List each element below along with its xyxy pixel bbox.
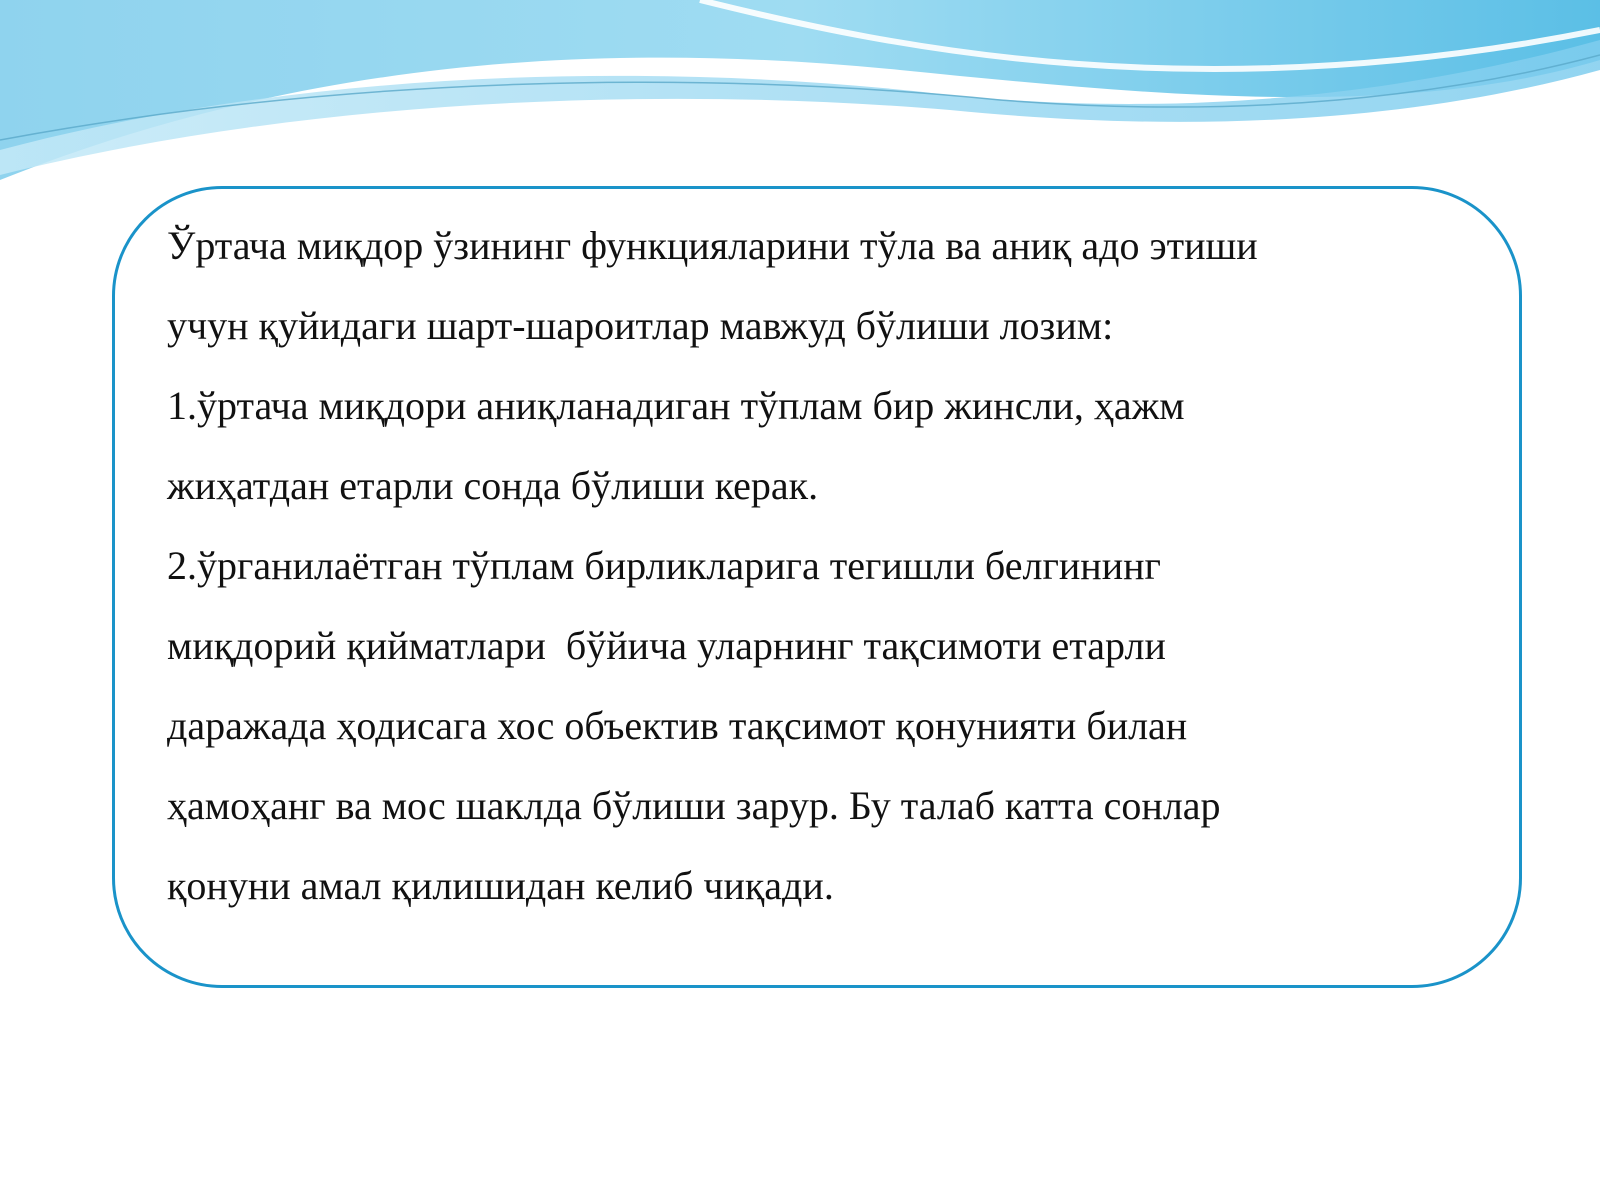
text-line: миқдорий қийматлари бўйича уларнинг тақсимоти етарли bbox=[167, 623, 1166, 668]
text-line: Ўртача миқдор ўзининг функцияларини тўла ва аниқ адо этиши bbox=[167, 223, 1258, 268]
content-text bbox=[167, 206, 1467, 926]
text-line: қонуни амал қилишидан келиб чиқади. bbox=[167, 863, 834, 908]
text-line: 2.ўрганилаётган тўплам бирликларига тегишли белгининг bbox=[167, 543, 1161, 588]
text-line: жиҳатдан етарли сонда бўлиши керак. bbox=[167, 463, 819, 508]
text-line: ҳамоҳанг ва мос шаклда бўлиши зарур. Бу талаб катта сонлар bbox=[167, 783, 1221, 828]
decorative-wave-header bbox=[0, 0, 1600, 200]
text-line: учун қуйидаги шарт-шароитлар мавжуд бўлиши лозим: bbox=[167, 303, 1114, 348]
text-line: 1.ўртача миқдори аниқланадиган тўплам бир жинсли, ҳажм bbox=[167, 383, 1185, 428]
text-line: даражада ҳодисага хос объектив тақсимот қонунияти билан bbox=[167, 703, 1188, 748]
